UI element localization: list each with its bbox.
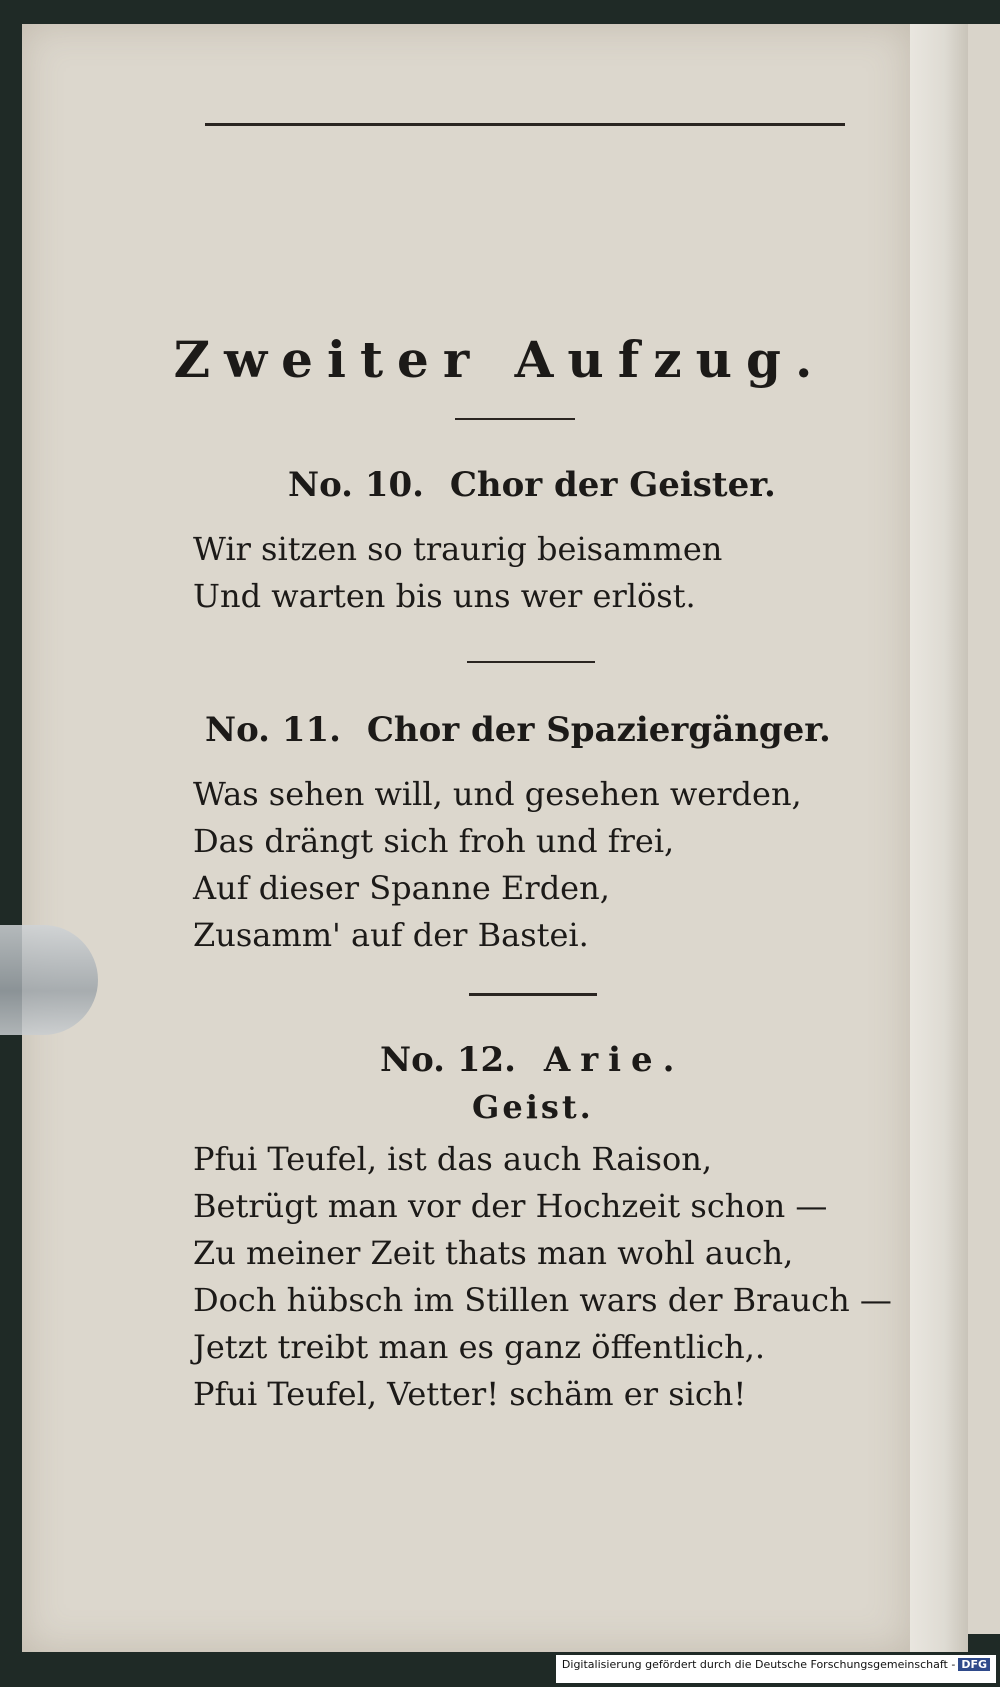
speaker-name: Geist. xyxy=(472,1088,594,1126)
separator xyxy=(469,993,597,996)
separator xyxy=(467,661,595,663)
dfg-logo: DFG xyxy=(958,1658,990,1671)
verse-line: Pfui Teufel, ist das auch Raison, xyxy=(193,1140,712,1178)
number-title: Chor der Geister. xyxy=(449,465,776,505)
verse-line: Jetzt treibt man es ganz öffentlich,. xyxy=(193,1328,766,1366)
verse-line: Und warten bis uns wer erlöst. xyxy=(193,577,696,615)
verse-line: Zu meiner Zeit thats man wohl auch, xyxy=(193,1234,794,1272)
adjacent-page xyxy=(968,24,1000,1634)
act-title: Zweiter Aufzug. xyxy=(173,330,827,389)
verse-line: Das drängt sich froh und frei, xyxy=(193,822,675,860)
verse-line: Zusamm' auf der Bastei. xyxy=(193,916,589,954)
page-edge xyxy=(910,24,968,1652)
verse-line: Betrügt man vor der Hochzeit schon — xyxy=(193,1187,828,1225)
number-title: Chor der Spaziergänger. xyxy=(366,710,831,750)
number-11-heading xyxy=(205,710,831,750)
verse-line: Doch hübsch im Stillen wars der Brauch — xyxy=(193,1281,892,1319)
verse-line: Was sehen will, und gesehen werden, xyxy=(193,775,802,813)
verse-line: Wir sitzen so traurig beisammen xyxy=(193,530,723,568)
separator xyxy=(455,418,575,420)
number-label: No. 10. xyxy=(288,465,424,505)
digitization-credit xyxy=(556,1655,996,1683)
top-rule xyxy=(205,123,845,126)
number-title: Arie. xyxy=(543,1040,685,1080)
verse-line: Auf dieser Spanne Erden, xyxy=(193,869,610,907)
number-label: No. 11. xyxy=(205,710,341,750)
number-10-heading xyxy=(288,465,776,505)
number-label: No. 12. xyxy=(380,1040,516,1080)
credit-text: Digitalisierung gefördert durch die Deutsche Forschungsgemeinschaft - xyxy=(561,1658,956,1671)
number-12-heading xyxy=(380,1040,685,1080)
verse-line: Pfui Teufel, Vetter! schäm er sich! xyxy=(193,1375,747,1413)
